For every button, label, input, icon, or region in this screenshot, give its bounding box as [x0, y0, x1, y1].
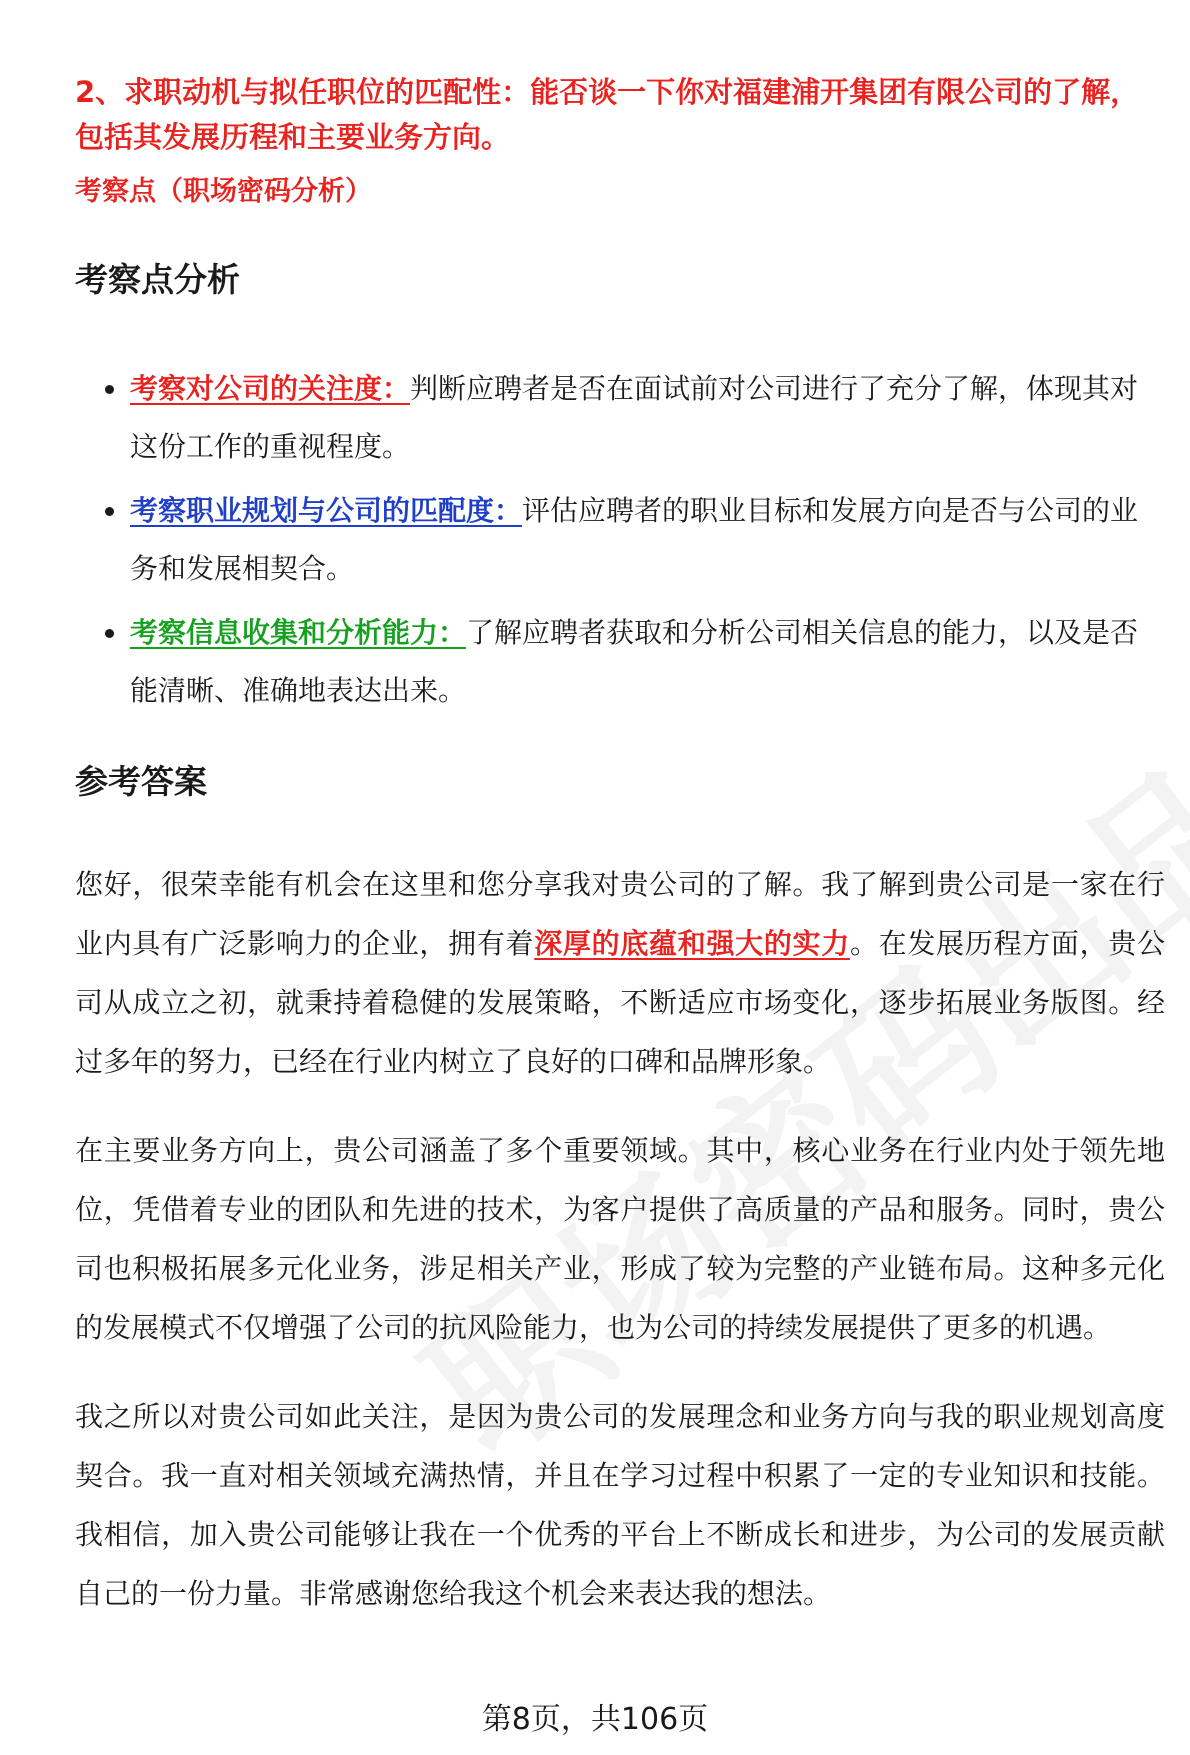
answer-paragraph-2: 在主要业务方向上，贵公司涵盖了多个重要领域。其中，核心业务在行业内处于领先地位，凭借着专业的团队和先进的技术，为客户提供了高质量的产品和服务。同时，贵公司也积极拓展多元化业务，涉足相关产业，形成了较为完整的产业链布局。这种多元化的发展模式不仅增强了公司的抗风险能力，也为公司的持续发展提供了更多的机遇。	[75, 1134, 1165, 1344]
analysis-point	[75, 482, 1165, 598]
answer-heading: 参考答案	[75, 762, 207, 801]
section-label: 考察点（职场密码分析）	[75, 176, 372, 207]
page-number: 第8页，共106页	[481, 1702, 709, 1737]
analysis-heading: 考察点分析	[75, 260, 240, 299]
analysis-point-text: 判断应聘者是否在面试前对公司进行了充分了解，体现其对这份工作的重视程度。	[130, 372, 1139, 463]
answer-paragraph-1	[75, 855, 1165, 1091]
analysis-points-list	[75, 360, 1165, 726]
question-text: 2、求职动机与拟任职位的匹配性：能否谈一下你对福建浦开集团有限公司的了解，包括其发展历程和主要业务方向。	[75, 75, 1140, 154]
analysis-point	[75, 604, 1165, 720]
answer-paragraph-3: 我之所以对贵公司如此关注，是因为贵公司的发展理念和业务方向与我的职业规划高度契合。我一直对相关领域充满热情，并且在学习过程中积累了一定的专业知识和技能。我相信，加入贵公司能够让我在一个优秀的平台上不断成长和进步，为公司的发展贡献自己的一份力量。非常感谢您给我这个机会来表达我的想法。	[75, 1400, 1165, 1610]
analysis-point-text: 了解应聘者获取和分析公司相关信息的能力，以及是否能清晰、准确地表达出来。	[130, 616, 1139, 707]
analysis-point	[75, 360, 1165, 476]
answer-highlight: 深厚的底蕴和强大的实力	[534, 927, 850, 960]
analysis-point-text: 评估应聘者的职业目标和发展方向是否与公司的业务和发展相契合。	[130, 494, 1139, 585]
answer-p1-before: 您好，很荣幸能有机会在这里和您分享我对贵公司的了解。我了解到贵公司是一家在行业内具有广泛影响力的企业，拥有着	[75, 868, 1165, 960]
answer-body	[75, 855, 1165, 1653]
answer-p1-after: 。在发展历程方面，贵公司从成立之初，就秉持着稳健的发展策略，不断适应市场变化，逐步拓展业务版图。经过多年的努力，已经在行业内树立了良好的口碑和品牌形象。	[75, 927, 1165, 1078]
analysis-point-label: 考察对公司的关注度：	[130, 372, 411, 405]
analysis-point-label: 考察信息收集和分析能力：	[130, 616, 467, 649]
analysis-point-label: 考察职业规划与公司的匹配度：	[130, 494, 523, 527]
